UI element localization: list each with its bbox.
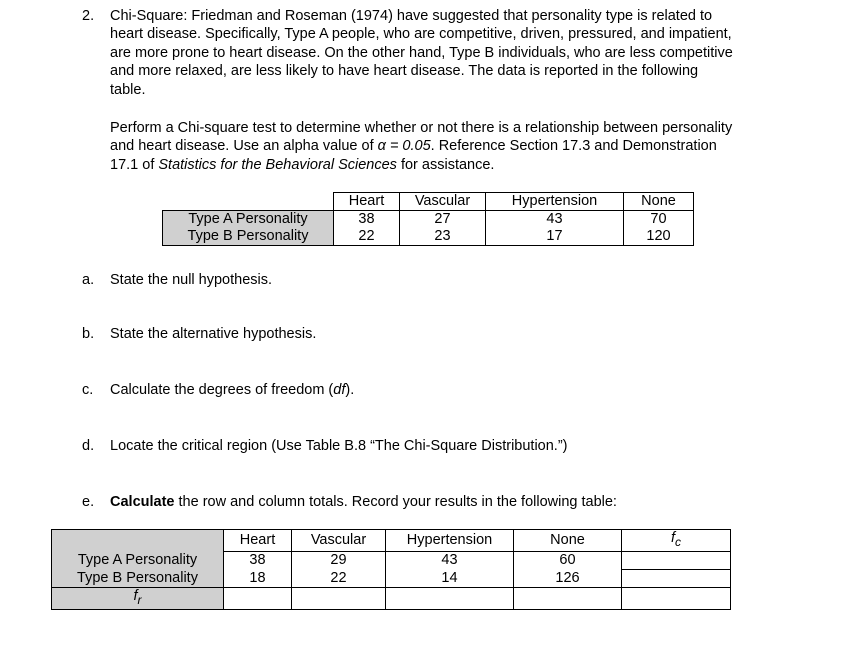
intro-line-3: are more prone to heart disease. On the other hand, Type B individuals, who are less competitive — [110, 44, 733, 61]
alpha-value: α = 0.05 — [377, 138, 431, 155]
table2-row-type-b — [52, 569, 731, 587]
table1-cell: 43 — [486, 211, 624, 229]
item-d-text: Locate the critical region (Use Table B.8 “The Chi-Square Distribution.”) — [110, 438, 568, 454]
fr-base: f — [133, 587, 138, 604]
item-c-df: df — [333, 382, 346, 398]
item-e-text-after: the row and column totals. Record your results in the following table: — [174, 494, 617, 510]
table1-header-hypertension: Hypertension — [486, 193, 624, 211]
table2-header-vascular: Vascular — [292, 530, 386, 552]
item-e-bold: Calculate — [110, 494, 175, 510]
table1-row-type-a — [163, 211, 694, 229]
item-c-text-after: ). — [345, 382, 355, 398]
table1-cell: 120 — [624, 228, 694, 246]
totals-table — [51, 529, 731, 610]
table2-fr-cell[interactable] — [622, 587, 731, 609]
instruction-line-1: Perform a Chi-square test to determine whether or not there is a relationship between personality — [110, 120, 733, 136]
instruction-line-2-end: . Reference Section 17.3 and Demonstration — [430, 138, 717, 155]
table2-fr-label — [52, 587, 224, 609]
table2-cell: 22 — [292, 569, 386, 587]
fc-base: f — [670, 530, 675, 546]
table2-cell: 126 — [514, 569, 622, 587]
table1-corner — [163, 193, 334, 211]
intro-line-4: and more relaxed, are less likely to have heart disease. The data is reported in the following — [110, 63, 699, 80]
table2-cell: 43 — [386, 551, 514, 569]
intro-line-5: table. — [110, 81, 146, 98]
instruction-line-3-end: for assistance. — [400, 156, 495, 173]
fr-sub: r — [137, 592, 142, 607]
table2-header-fc — [622, 530, 731, 552]
book-title: Statistics for the Behavioral Sciences — [158, 156, 397, 173]
question-instructions — [110, 119, 822, 174]
item-e-text — [110, 493, 617, 511]
fc-sub: c — [674, 534, 682, 549]
table2-fc-cell-a[interactable] — [622, 551, 731, 569]
table1-header-heart: Heart — [334, 193, 400, 211]
table2-row-type-a — [52, 551, 731, 569]
item-a-text: State the null hypothesis. — [110, 272, 273, 288]
table2-fr-cell[interactable] — [224, 587, 292, 609]
question-intro — [110, 7, 822, 99]
instruction-line-3-text: 17.1 of — [110, 156, 155, 173]
item-b-letter: b. — [82, 326, 95, 342]
item-c-text — [110, 381, 354, 399]
table2-cell: 60 — [514, 551, 622, 569]
table2-fr-row — [52, 587, 731, 609]
table1-cell: 17 — [486, 228, 624, 246]
intro-line-2: heart disease. Specifically, Type A people, who are competitive, driven, pressured, and impatient, — [110, 26, 732, 43]
observed-data-table — [162, 192, 694, 246]
table1-cell: 70 — [624, 211, 694, 229]
table2-fr-cell[interactable] — [292, 587, 386, 609]
table1-header-row — [163, 193, 694, 211]
table2-corner — [52, 530, 224, 552]
item-c-text-before: Calculate the degrees of freedom ( — [110, 382, 334, 398]
table2-cell: 38 — [224, 551, 292, 569]
table2-row-label: Type A Personality — [52, 551, 224, 569]
table2-fr-cell[interactable] — [514, 587, 622, 609]
table1-cell: 38 — [334, 211, 400, 229]
table2-cell: 29 — [292, 551, 386, 569]
table2-row-label: Type B Personality — [52, 569, 224, 587]
instruction-line-3 — [110, 156, 822, 174]
item-e-letter: e. — [82, 494, 95, 510]
table2-header-row — [52, 530, 731, 552]
instruction-line-2 — [110, 137, 822, 155]
table2-fr-cell[interactable] — [386, 587, 514, 609]
item-a-letter: a. — [82, 272, 95, 288]
instruction-line-2-text: and heart disease. Use an alpha value of — [110, 138, 374, 155]
table2-cell: 14 — [386, 569, 514, 587]
table1-row-label: Type B Personality — [163, 228, 334, 246]
table1-cell: 27 — [400, 211, 486, 229]
question-number: 2. — [82, 8, 95, 24]
item-c-letter: c. — [82, 382, 94, 398]
table1-row-type-b — [163, 228, 694, 246]
table2-header-heart: Heart — [224, 530, 292, 552]
table2-header-none: None — [514, 530, 622, 552]
intro-line-1: Chi-Square: Friedman and Roseman (1974) have suggested that personality type is related to — [110, 8, 713, 24]
table1-row-label: Type A Personality — [163, 211, 334, 229]
table1-cell: 23 — [400, 228, 486, 246]
table2-fc-cell-b[interactable] — [622, 569, 731, 587]
table1-cell: 22 — [334, 228, 400, 246]
table1-header-none: None — [624, 193, 694, 211]
table1-header-vascular: Vascular — [400, 193, 486, 211]
table2-header-hypertension: Hypertension — [386, 530, 514, 552]
item-d-letter: d. — [82, 438, 95, 454]
table2-cell: 18 — [224, 569, 292, 587]
item-b-text: State the alternative hypothesis. — [110, 326, 317, 342]
